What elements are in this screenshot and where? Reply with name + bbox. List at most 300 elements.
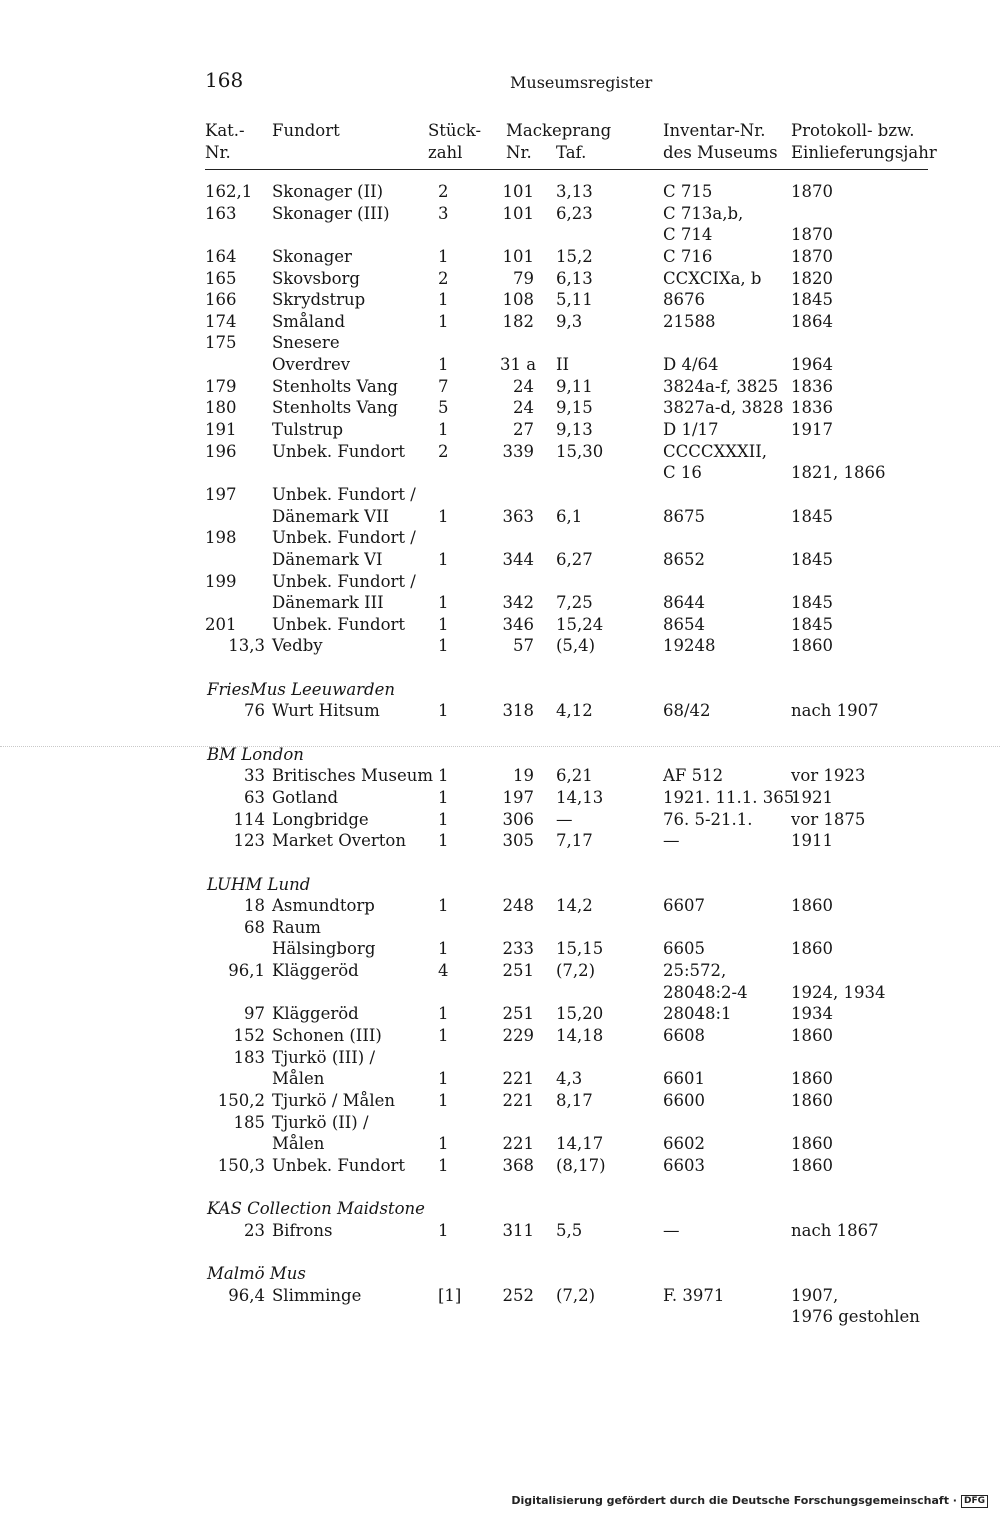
- cell-mnr: 346: [502, 614, 534, 634]
- cell-taf: 4,12: [556, 701, 593, 721]
- cell-taf: 9,11: [556, 376, 593, 396]
- cell-mnr: 251: [502, 961, 534, 981]
- cell-fundort: Vedby: [272, 636, 323, 656]
- table-row: [0, 203, 1000, 225]
- digitization-footer: [511, 1494, 988, 1508]
- cell-pro: 1860: [791, 1134, 833, 1154]
- table-row: [0, 397, 1000, 419]
- table-row: [0, 1025, 1000, 1047]
- cell-taf: 6,21: [556, 766, 593, 786]
- cell-inv: 76. 5-21.1.: [663, 809, 753, 829]
- cell-pro: 1845: [791, 593, 833, 613]
- cell-stk: 1: [438, 1155, 449, 1175]
- cell-fundort: Kläggeröd: [272, 1004, 359, 1024]
- table-row: [0, 246, 1000, 268]
- cell-mnr: 251: [502, 1004, 534, 1024]
- header-mackeprang-taf: Taf.: [556, 143, 587, 162]
- cell-kat: 33: [244, 766, 265, 786]
- cell-inv: C 713a,b,: [663, 203, 744, 223]
- cell-stk: 1: [438, 766, 449, 786]
- cell-pro: 1864: [791, 311, 833, 331]
- cell-pro: 1820: [791, 268, 833, 288]
- cell-fundort: Unbek. Fundort: [272, 1155, 406, 1175]
- table-row: [0, 1133, 1000, 1155]
- cell-inv: C 716: [663, 246, 713, 266]
- cell-stk: 2: [438, 182, 449, 201]
- cell-fundort: Asmundtorp: [272, 896, 375, 916]
- table-row: [0, 549, 1000, 571]
- cell-taf: 3,13: [556, 182, 593, 201]
- table-row: [0, 830, 1000, 852]
- table-row: [0, 1068, 1000, 1090]
- section-gap: [0, 1241, 1000, 1263]
- table-row: [0, 354, 1000, 376]
- cell-fundort: Dänemark III: [272, 593, 384, 613]
- cell-fundort: Slimminge: [272, 1285, 362, 1305]
- cell-fundort: Tjurkö (III) /: [272, 1047, 376, 1067]
- cell-kat: 150,2: [217, 1090, 265, 1110]
- table-row: [0, 289, 1000, 311]
- cell-fundort: Britisches Museum: [272, 766, 434, 786]
- cell-fundort: Tjurkö / Målen: [272, 1090, 396, 1110]
- cell-mnr: 101: [502, 246, 534, 266]
- cell-mnr: 197: [502, 787, 534, 807]
- cell-inv: 25:572,: [663, 961, 727, 981]
- header-protokoll: Protokoll- bzw. Einlieferungsjahr: [791, 121, 937, 162]
- cell-fundort: Raum: [272, 917, 321, 937]
- section-gap: [0, 852, 1000, 874]
- cell-mnr: 252: [502, 1285, 534, 1305]
- table-row: [0, 1306, 1000, 1328]
- cell-fundort: Stenholts Vang: [272, 398, 398, 418]
- cell-kat: 162,1: [205, 182, 253, 201]
- cell-fundort: Unbek. Fundort /: [272, 528, 416, 548]
- cell-pro: 1821, 1866: [791, 463, 886, 483]
- cell-stk: 1: [438, 809, 449, 829]
- header-fundort: Fundort: [272, 121, 340, 140]
- cell-fundort: Gotland: [272, 787, 339, 807]
- cell-mnr: 318: [502, 701, 534, 721]
- cell-taf: 9,15: [556, 398, 593, 418]
- table-row: [0, 1155, 1000, 1177]
- table-row: [0, 1047, 1000, 1069]
- table-row: [0, 376, 1000, 398]
- cell-kat: 23: [244, 1220, 265, 1240]
- cell-stk: 1: [438, 1004, 449, 1024]
- cell-fundort: Skovsborg: [272, 268, 360, 288]
- cell-fundort: Skonager (III): [272, 203, 390, 223]
- table-row: [0, 506, 1000, 528]
- cell-fundort: Tulstrup: [272, 420, 344, 440]
- cell-inv: 19248: [663, 636, 716, 656]
- cell-inv: D 4/64: [663, 355, 719, 375]
- cell-inv: C 16: [663, 463, 702, 483]
- cell-fundort: Dänemark VII: [272, 506, 390, 526]
- cell-pro: vor 1875: [791, 809, 866, 829]
- cell-mnr: 182: [502, 311, 534, 331]
- cell-fundort: Unbek. Fundort /: [272, 571, 416, 591]
- cell-taf: 7,25: [556, 593, 593, 613]
- cell-stk: 1: [438, 1069, 449, 1089]
- cell-inv: 6602: [663, 1134, 705, 1154]
- cell-inv: —: [663, 1220, 680, 1240]
- cell-stk: 1: [438, 420, 449, 440]
- cell-mnr: 311: [502, 1220, 534, 1240]
- cell-mnr: 24: [513, 376, 534, 396]
- table-row: [0, 635, 1000, 657]
- cell-mnr: 101: [502, 203, 534, 223]
- cell-kat: 76: [244, 701, 265, 721]
- cell-inv: 1921. 11.1. 365: [663, 787, 795, 807]
- cell-mnr: 248: [502, 896, 534, 916]
- cell-pro: 1870: [791, 225, 833, 245]
- cell-inv: 6603: [663, 1155, 705, 1175]
- header-inventar: Inventar-Nr. des Museums: [663, 121, 778, 162]
- cell-mnr: 229: [502, 1025, 534, 1045]
- cell-mnr: 363: [502, 506, 534, 526]
- cell-stk: 4: [438, 961, 449, 981]
- header-mackeprang-nr: Nr.: [506, 143, 532, 162]
- section-gap: [0, 722, 1000, 744]
- cell-mnr: 233: [502, 939, 534, 959]
- cell-inv: 6608: [663, 1025, 705, 1045]
- cell-taf: 15,15: [556, 939, 604, 959]
- cell-kat: 63: [244, 787, 265, 807]
- cell-mnr: 306: [502, 809, 534, 829]
- table-row: [0, 960, 1000, 982]
- museum-heading: Malmö Mus: [207, 1264, 306, 1284]
- table-row: [0, 332, 1000, 354]
- cell-stk: 1: [438, 549, 449, 569]
- cell-fundort: Skonager: [272, 246, 352, 266]
- cell-pro: 1934: [791, 1004, 833, 1024]
- cell-inv: 6601: [663, 1069, 705, 1089]
- cell-taf: 15,30: [556, 441, 604, 461]
- museum-heading: KAS Collection Maidstone: [207, 1199, 425, 1219]
- table-row: [0, 1003, 1000, 1025]
- column-headers: [0, 120, 1000, 170]
- cell-stk: 1: [438, 636, 449, 656]
- dfg-logo: DFG: [961, 1495, 988, 1508]
- cell-pro: 1860: [791, 1025, 833, 1045]
- cell-stk: 1: [438, 593, 449, 613]
- header-rule: [205, 169, 928, 170]
- cell-fundort: Market Overton: [272, 831, 406, 851]
- cell-fundort: Målen: [272, 1069, 325, 1089]
- cell-fundort: Målen: [272, 1134, 325, 1154]
- table-row: [0, 1285, 1000, 1307]
- cell-inv: 8675: [663, 506, 705, 526]
- table-row: [0, 917, 1000, 939]
- table-row: [0, 982, 1000, 1004]
- cell-pro: 1964: [791, 355, 833, 375]
- section-gap: [0, 1176, 1000, 1198]
- cell-mnr: 108: [502, 290, 534, 310]
- cell-inv: 8676: [663, 290, 705, 310]
- cell-inv: 68/42: [663, 701, 711, 721]
- cell-stk: 1: [438, 701, 449, 721]
- table-row: [0, 614, 1000, 636]
- cell-stk: 1: [438, 355, 449, 375]
- cell-inv: 6600: [663, 1090, 705, 1110]
- cell-kat: 164: [205, 246, 237, 266]
- cell-pro: 1836: [791, 398, 833, 418]
- cell-inv: C 715: [663, 182, 713, 201]
- cell-pro: 1845: [791, 614, 833, 634]
- cell-kat: 175: [205, 333, 237, 353]
- cell-pro: nach 1907: [791, 701, 879, 721]
- cell-kat: 197: [205, 484, 237, 504]
- cell-taf: (5,4): [556, 636, 596, 656]
- cell-fundort: Unbek. Fundort: [272, 441, 406, 461]
- cell-pro: 1845: [791, 549, 833, 569]
- cell-inv: CCCCXXXII,: [663, 441, 768, 461]
- cell-fundort: Wurt Hitsum: [272, 701, 380, 721]
- cell-inv: 28048:2-4: [663, 982, 748, 1002]
- cell-fundort: Unbek. Fundort: [272, 614, 406, 634]
- cell-fundort: Overdrev: [272, 355, 351, 375]
- cell-inv: D 1/17: [663, 420, 719, 440]
- cell-stk: 7: [438, 376, 449, 396]
- cell-taf: —: [556, 809, 573, 829]
- cell-kat: 114: [233, 809, 265, 829]
- cell-inv: —: [663, 831, 680, 851]
- cell-kat: 201: [205, 614, 237, 634]
- cell-fundort: Tjurkö (II) /: [272, 1112, 369, 1132]
- cell-stk: 1: [438, 246, 449, 266]
- cell-mnr: 79: [513, 268, 534, 288]
- cell-inv: 3827a-d, 3828: [663, 398, 784, 418]
- cell-stk: 1: [438, 831, 449, 851]
- cell-taf: (7,2): [556, 961, 596, 981]
- cell-taf: 6,1: [556, 506, 583, 526]
- cell-taf: 5,5: [556, 1220, 583, 1240]
- cell-kat: 165: [205, 268, 237, 288]
- cell-taf: 9,13: [556, 420, 593, 440]
- cell-taf: II: [556, 355, 570, 375]
- table-row: [0, 224, 1000, 246]
- cell-kat: 96,1: [228, 961, 265, 981]
- cell-taf: 15,2: [556, 246, 593, 266]
- header-mackeprang: Mackeprang: [506, 121, 612, 140]
- cell-kat: 163: [205, 203, 237, 223]
- cell-kat: 199: [205, 571, 237, 591]
- cell-taf: 14,2: [556, 896, 593, 916]
- cell-taf: 14,18: [556, 1025, 604, 1045]
- cell-inv: 21588: [663, 311, 716, 331]
- table-row: [0, 1090, 1000, 1112]
- cell-pro: 1845: [791, 506, 833, 526]
- cell-kat: 123: [233, 831, 265, 851]
- cell-stk: 1: [438, 506, 449, 526]
- cell-taf: 4,3: [556, 1069, 583, 1089]
- cell-inv: 8652: [663, 549, 705, 569]
- cell-kat: 196: [205, 441, 237, 461]
- cell-taf: (7,2): [556, 1285, 596, 1305]
- cell-kat: 183: [233, 1047, 265, 1067]
- cell-pro: 1860: [791, 896, 833, 916]
- cell-kat: 166: [205, 290, 237, 310]
- museum-heading: LUHM Lund: [207, 874, 311, 894]
- cell-fundort: Skonager (II): [272, 182, 384, 201]
- museum-register-table: [0, 181, 1000, 1328]
- cell-kat: 152: [233, 1025, 265, 1045]
- cell-taf: 6,13: [556, 268, 593, 288]
- cell-stk: 1: [438, 1090, 449, 1110]
- cell-kat: 68: [244, 917, 265, 937]
- table-row: [0, 181, 1000, 203]
- cell-mnr: 305: [502, 831, 534, 851]
- cell-pro: 1836: [791, 376, 833, 396]
- cell-inv: 28048:1: [663, 1004, 732, 1024]
- cell-fundort: Schonen (III): [272, 1025, 382, 1045]
- cell-inv: 6605: [663, 939, 705, 959]
- cell-pro: 1870: [791, 246, 833, 266]
- table-row: [0, 765, 1000, 787]
- cell-kat: 180: [205, 398, 237, 418]
- cell-taf: 15,20: [556, 1004, 604, 1024]
- table-row: [0, 700, 1000, 722]
- cell-pro: 1907,: [791, 1285, 839, 1305]
- cell-fundort: Longbridge: [272, 809, 369, 829]
- cell-kat: 179: [205, 376, 237, 396]
- cell-fundort: Stenholts Vang: [272, 376, 398, 396]
- cell-stk: 2: [438, 268, 449, 288]
- cell-pro: 1924, 1934: [791, 982, 886, 1002]
- table-row: [0, 441, 1000, 463]
- cell-pro: 1860: [791, 636, 833, 656]
- cell-inv: C 714: [663, 225, 713, 245]
- table-row: [0, 311, 1000, 333]
- table-row: [0, 787, 1000, 809]
- cell-pro: 1870: [791, 182, 833, 201]
- cell-taf: 8,17: [556, 1090, 593, 1110]
- cell-taf: 7,17: [556, 831, 593, 851]
- cell-mnr: 221: [502, 1090, 534, 1110]
- cell-fundort: Småland: [272, 311, 346, 331]
- cell-pro: 1860: [791, 1069, 833, 1089]
- cell-kat: 185: [233, 1112, 265, 1132]
- cell-taf: 9,3: [556, 311, 583, 331]
- header-kat: Kat.- Nr.: [205, 121, 245, 162]
- cell-pro: 1860: [791, 1090, 833, 1110]
- cell-mnr: 27: [513, 420, 534, 440]
- cell-pro: 1976 gestohlen: [791, 1307, 920, 1327]
- cell-pro: 1921: [791, 787, 833, 807]
- cell-taf: 14,13: [556, 787, 604, 807]
- cell-inv: AF 512: [663, 766, 724, 786]
- cell-mnr: 101: [502, 182, 534, 201]
- cell-pro: 1917: [791, 420, 833, 440]
- cell-mnr: 342: [502, 593, 534, 613]
- cell-taf: (8,17): [556, 1155, 606, 1175]
- cell-mnr: 344: [502, 549, 534, 569]
- cell-pro: 1860: [791, 939, 833, 959]
- cell-stk: 1: [438, 896, 449, 916]
- cell-taf: 14,17: [556, 1134, 604, 1154]
- cell-pro: 1911: [791, 831, 833, 851]
- cell-kat: 174: [205, 311, 237, 331]
- cell-mnr: 221: [502, 1069, 534, 1089]
- cell-mnr: 57: [513, 636, 534, 656]
- cell-inv: 3824a-f, 3825: [663, 376, 779, 396]
- cell-pro: vor 1923: [791, 766, 866, 786]
- cell-kat: 13,3: [228, 636, 265, 656]
- table-row: [0, 419, 1000, 441]
- cell-kat: 96,4: [228, 1285, 265, 1305]
- table-row: [0, 1220, 1000, 1242]
- cell-taf: 6,23: [556, 203, 593, 223]
- cell-inv: 8644: [663, 593, 705, 613]
- cell-taf: 15,24: [556, 614, 604, 634]
- cell-stk: 1: [438, 311, 449, 331]
- cell-stk: 2: [438, 441, 449, 461]
- cell-kat: 97: [244, 1004, 265, 1024]
- cell-fundort: Skrydstrup: [272, 290, 366, 310]
- table-row: [0, 592, 1000, 614]
- cell-stk: 1: [438, 1025, 449, 1045]
- cell-mnr: 339: [502, 441, 534, 461]
- header-stueckzahl: Stück- zahl: [428, 121, 482, 162]
- table-row: [0, 1112, 1000, 1134]
- cell-stk: 1: [438, 787, 449, 807]
- table-row: [0, 268, 1000, 290]
- cell-mnr: 19: [513, 766, 534, 786]
- cell-fundort: Hälsingborg: [272, 939, 376, 959]
- cell-stk: 1: [438, 290, 449, 310]
- table-row: [0, 462, 1000, 484]
- cell-mnr: 24: [513, 398, 534, 418]
- cell-taf: 5,11: [556, 290, 593, 310]
- table-row: [0, 484, 1000, 506]
- cell-fundort: Dänemark VI: [272, 549, 383, 569]
- cell-stk: 1: [438, 1220, 449, 1240]
- running-head: Museumsregister: [510, 73, 653, 92]
- table-row: [0, 895, 1000, 917]
- footer-text: Digitalisierung gefördert durch die Deutsche Forschungsgemeinschaft ·: [511, 1494, 957, 1507]
- cell-stk: 5: [438, 398, 449, 418]
- cell-stk: 1: [438, 614, 449, 634]
- cell-pro: 1860: [791, 1155, 833, 1175]
- cell-pro: nach 1867: [791, 1220, 879, 1240]
- cell-stk: [1]: [438, 1285, 462, 1305]
- cell-inv: F. 3971: [663, 1285, 725, 1305]
- cell-fundort: Kläggeröd: [272, 961, 359, 981]
- cell-stk: 1: [438, 1134, 449, 1154]
- cell-mnr: 221: [502, 1134, 534, 1154]
- cell-fundort: Bifrons: [272, 1220, 333, 1240]
- cell-kat: 191: [205, 420, 237, 440]
- section-gap: [0, 657, 1000, 679]
- cell-fundort: Snesere: [272, 333, 340, 353]
- table-row: [0, 527, 1000, 549]
- page-number: 168: [205, 68, 244, 92]
- cell-kat: 198: [205, 528, 237, 548]
- cell-stk: 1: [438, 939, 449, 959]
- cell-fundort: Unbek. Fundort /: [272, 484, 416, 504]
- cell-kat: 150,3: [217, 1155, 265, 1175]
- cell-pro: 1845: [791, 290, 833, 310]
- museum-heading: BM London: [207, 744, 304, 764]
- cell-inv: CCXCIXa, b: [663, 268, 762, 288]
- cell-inv: 6607: [663, 896, 705, 916]
- cell-inv: 8654: [663, 614, 705, 634]
- cell-mnr: 31 a: [500, 355, 537, 375]
- cell-stk: 3: [438, 203, 449, 223]
- cell-kat: 18: [244, 896, 265, 916]
- museum-heading: FriesMus Leeuwarden: [207, 679, 395, 699]
- cell-mnr: 368: [502, 1155, 534, 1175]
